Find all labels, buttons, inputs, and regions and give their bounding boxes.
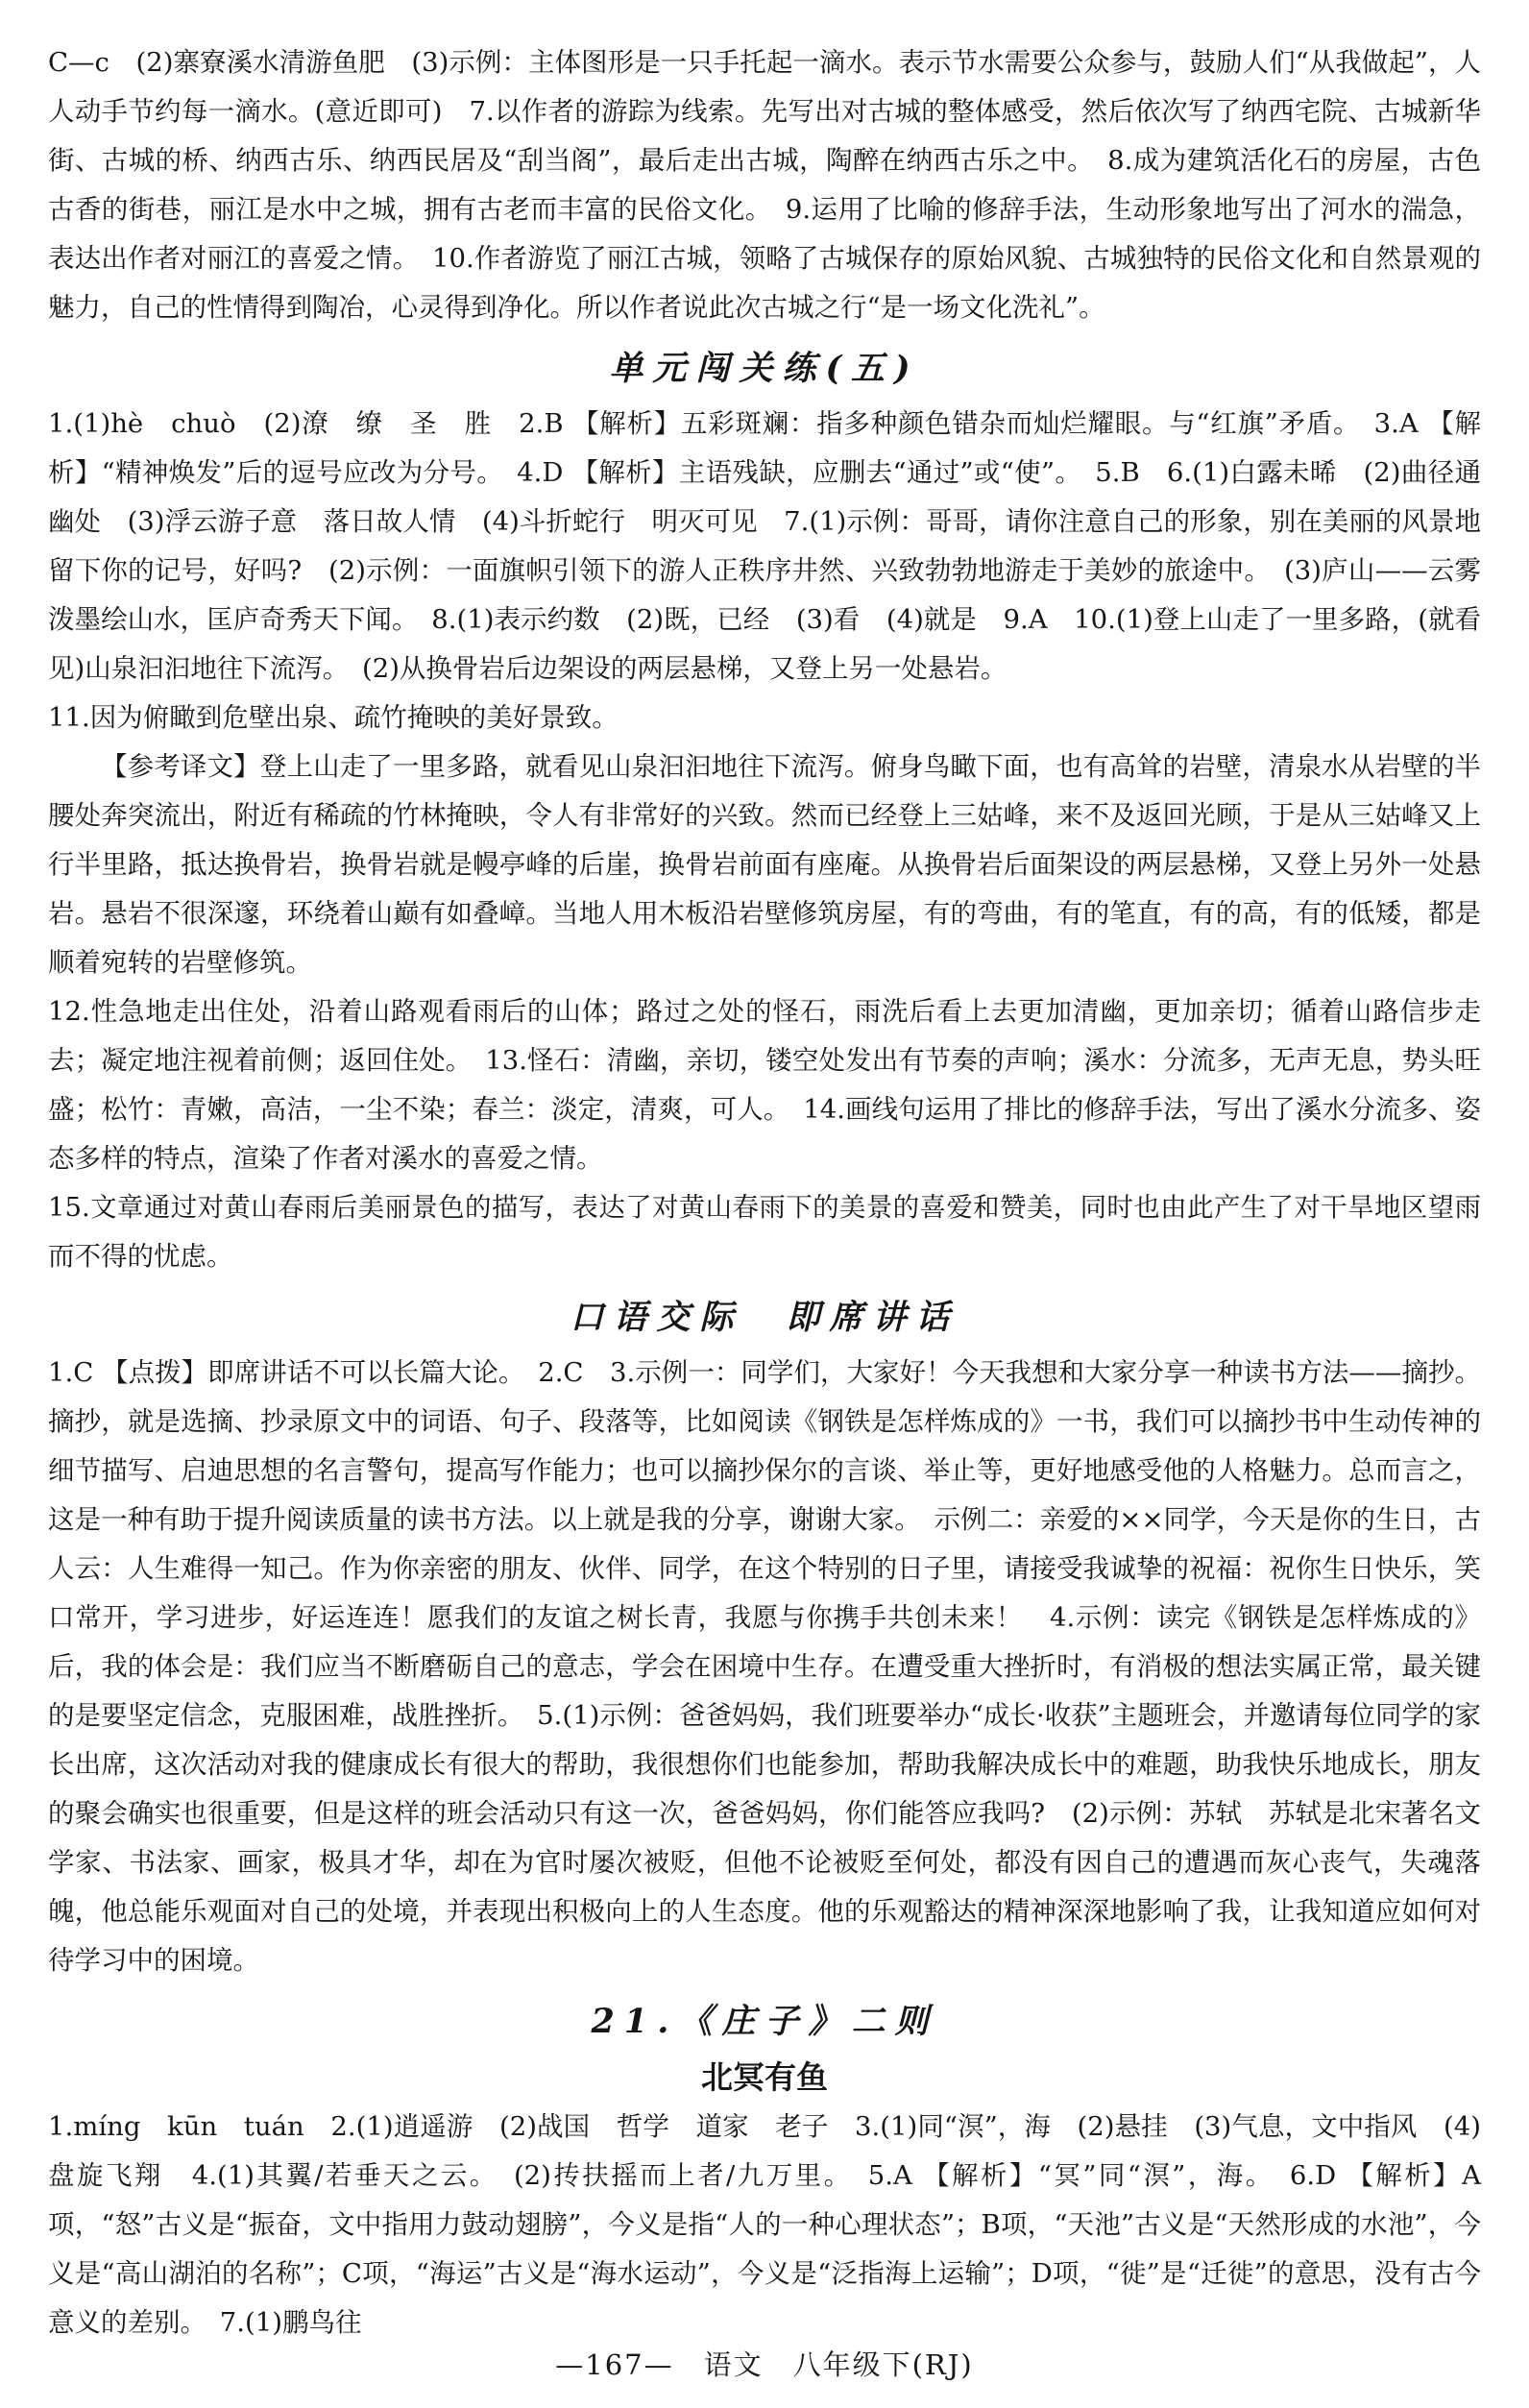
unit-review-answer-15: 15.文章通过对黄山春雨后美丽景色的描写，表达了对黄山春雨下的美景的喜爱和赞美，同时也由此产生了对干旱地区望雨而不得的忧虑。 [48, 1192, 1481, 1272]
section-title-zhuangzi: 21.《庄子》二则 [591, 2002, 938, 2041]
unit-review-answers-1: 1.(1)hè chuò (2)潦 缭 圣 胜 2.B 【解析】五彩斑斓：指多种颜色错杂而灿烂耀眼。与“红旗”矛盾。 3.A 【解析】“精神焕发”后的逗号应改为分号。 4.D 【解析】主语残缺，应删去“通过”或“使”。 5.B 6.(1)白露未晞 (2)曲径通幽处 (3)浮云游子意 落日故人情 (4)斗折蛇行 明灭可见 7.(1)示例：哥哥，请你注意自己的形象，别在美丽的风景地留下你的记号，好吗? (2)示例：一面旗帜引领下的游人正秩序井然、兴致勃勃地游走于美妙的旅途中。 (3)庐山——云雾泼墨绘山水，匡庐奇秀天下闻。 8.(1)表示约数 (2)既，已经 (3)看 (4)就是 9.A 10.(1)登上山走了一里多路，(就看见)山泉汩汩地往下流泻。 (2)从换骨岩后边架设的两层悬梯，又登上另一处悬岩。 [48, 408, 1481, 684]
reference-translation: 【参考译文】登上山走了一里多路，就看见山泉汩汩地往下流泻。俯身鸟瞰下面，也有高耸的岩壁，清泉水从岩壁的半腰处奔突流出，附近有稀疏的竹林掩映，令人有非常好的兴致。然而已经登上三姑峰，来不及返回光顾，于是从三姑峰又上行半里路，抵达换骨岩，换骨岩就是幔亭峰的后崖，换骨岩前面有座庵。从换骨岩后面架设的两层悬梯，又登上另外一处悬岩。悬岩不很深邃，环绕着山巅有如叠嶂。当地人用木板沿岩壁修筑房屋，有的弯曲，有的笔直，有的高，有的低矮，都是顺着宛转的岩壁修筑。 [48, 751, 1481, 978]
section-title-oral-communication: 口语交际 即席讲话 [570, 1298, 959, 1337]
section-title-unit-review: 单元闯关练(五) [609, 349, 920, 388]
zhuangzi-answers: 1.míng kūn tuán 2.(1)逍遥游 (2)战国 哲学 道家 老子 3.(1)同“溟”，海 (2)悬挂 (3)气息，文中指风 (4)盘旋飞翔 4.(1)其翼/若垂天之云。 (2)抟扶摇而上者/九万里。 5.A 【解析】“冥”同“溟”，海。 6.D 【解析】A项，“怒”古义是“振奋，文中指用力鼓动翅膀”，今义是指“人的一种心理状态”；B项，“天池”古义是“天然形成的水池”，今义是“高山湖泊的名称”；C项，“海运”古义是“海水运动”，今义是“泛指海上运输”；D项，“徙”是“迁徙”的意思，没有古今意义的差别。 7.(1)鹏鸟往 [48, 2111, 1481, 2338]
continued-answers: C—c (2)寨寮溪水清游鱼肥 (3)示例：主体图形是一只手托起一滴水。表示节水需要公众参与，鼓励人们“从我做起”，人人动手节约每一滴水。(意近即可) 7.以作者的游踪为线索。先写出对古城的整体感受，然后依次写了纳西宅院、古城新华街、古城的桥、纳西古乐、纳西民居及“刮当阁”，最后走出古城，陶醉在纳西古乐之中。 8.成为建筑活化石的房屋，古色古香的街巷，丽江是水中之城，拥有古老而丰富的民俗文化。 9.运用了比喻的修辞手法，生动形象地写出了河水的湍急，表达出作者对丽江的喜爱之情。 10.作者游览了丽江古城，领略了古城保存的原始风貌、古城独特的民俗文化和自然景观的魅力，自己的性情得到陶冶，心灵得到净化。所以作者说此次古城之行“是一场文化洗礼”。 [48, 47, 1481, 323]
subtitle-beiming-youyu: 北冥有鱼 [701, 2058, 828, 2096]
page-footer: —167— 语文 八年级下(RJ) [555, 2348, 974, 2381]
oral-communication-answers: 1.C 【点拨】即席讲话不可以长篇大论。 2.C 3.示例一：同学们，大家好！今天我想和大家分享一种读书方法——摘抄。摘抄，就是选摘、抄录原文中的词语、句子、段落等，比如阅读《钢铁是怎样炼成的》一书，我们可以摘抄书中生动传神的细节描写、启迪思想的名言警句，提高写作能力；也可以摘抄保尔的言谈、举止等，更好地感受他的人格魅力。总而言之，这是一种有助于提升阅读质量的读书方法。以上就是我的分享，谢谢大家。 示例二：亲爱的××同学，今天是你的生日，古人云：人生难得一知己。作为你亲密的朋友、伙伴、同学，在这个特别的日子里，请接受我诚挚的祝福：祝你生日快乐，笑口常开，学习进步，好运连连！愿我们的友谊之树长青，我愿与你携手共创未来！ 4.示例：读完《钢铁是怎样炼成的》后，我的体会是：我们应当不断磨砺自己的意志，学会在困境中生存。在遭受重大挫折时，有消极的想法实属正常，最关键的是要坚定信念，克服困难，战胜挫折。 5.(1)示例：爸爸妈妈，我们班要举办“成长·收获”主题班会，并邀请每位同学的家长出席，这次活动对我的健康成长有很大的帮助，我很想你们也能参加，帮助我解决成长中的难题，助我快乐地成长，朋友的聚会确实也很重要，但是这样的班会活动只有这一次，爸爸妈妈，你们能答应我吗? (2)示例：苏轼 苏轼是北宋著名文学家、书法家、画家，极具才华，却在为官时屡次被贬，但他不论被贬至何处，都没有因自己的遭遇而灰心丧气，失魂落魄，他总能乐观面对自己的处境，并表现出积极向上的人生态度。他的乐观豁达的精神深深地影响了我，让我知道应如何对待学习中的困境。 [48, 1357, 1481, 1976]
unit-review-answers-12-14: 12.性急地走出住处，沿着山路观看雨后的山体；路过之处的怪石，雨洗后看上去更加清幽，更加亲切；循着山路信步走去；凝定地注视着前侧；返回住处。 13.怪石：清幽，亲切，镂空处发出有节奏的声响；溪水：分流多，无声无息，势头旺盛；松竹：青嫩，高洁，一尘不染；春兰：淡定，清爽，可人。 14.画线句运用了排比的修辞手法，写出了溪水分流多、姿态多样的特点，渲染了作者对溪水的喜爱之情。 [48, 996, 1481, 1174]
unit-review-answer-11: 11.因为俯瞰到危壁出泉、疏竹掩映的美好景致。 [48, 702, 619, 733]
